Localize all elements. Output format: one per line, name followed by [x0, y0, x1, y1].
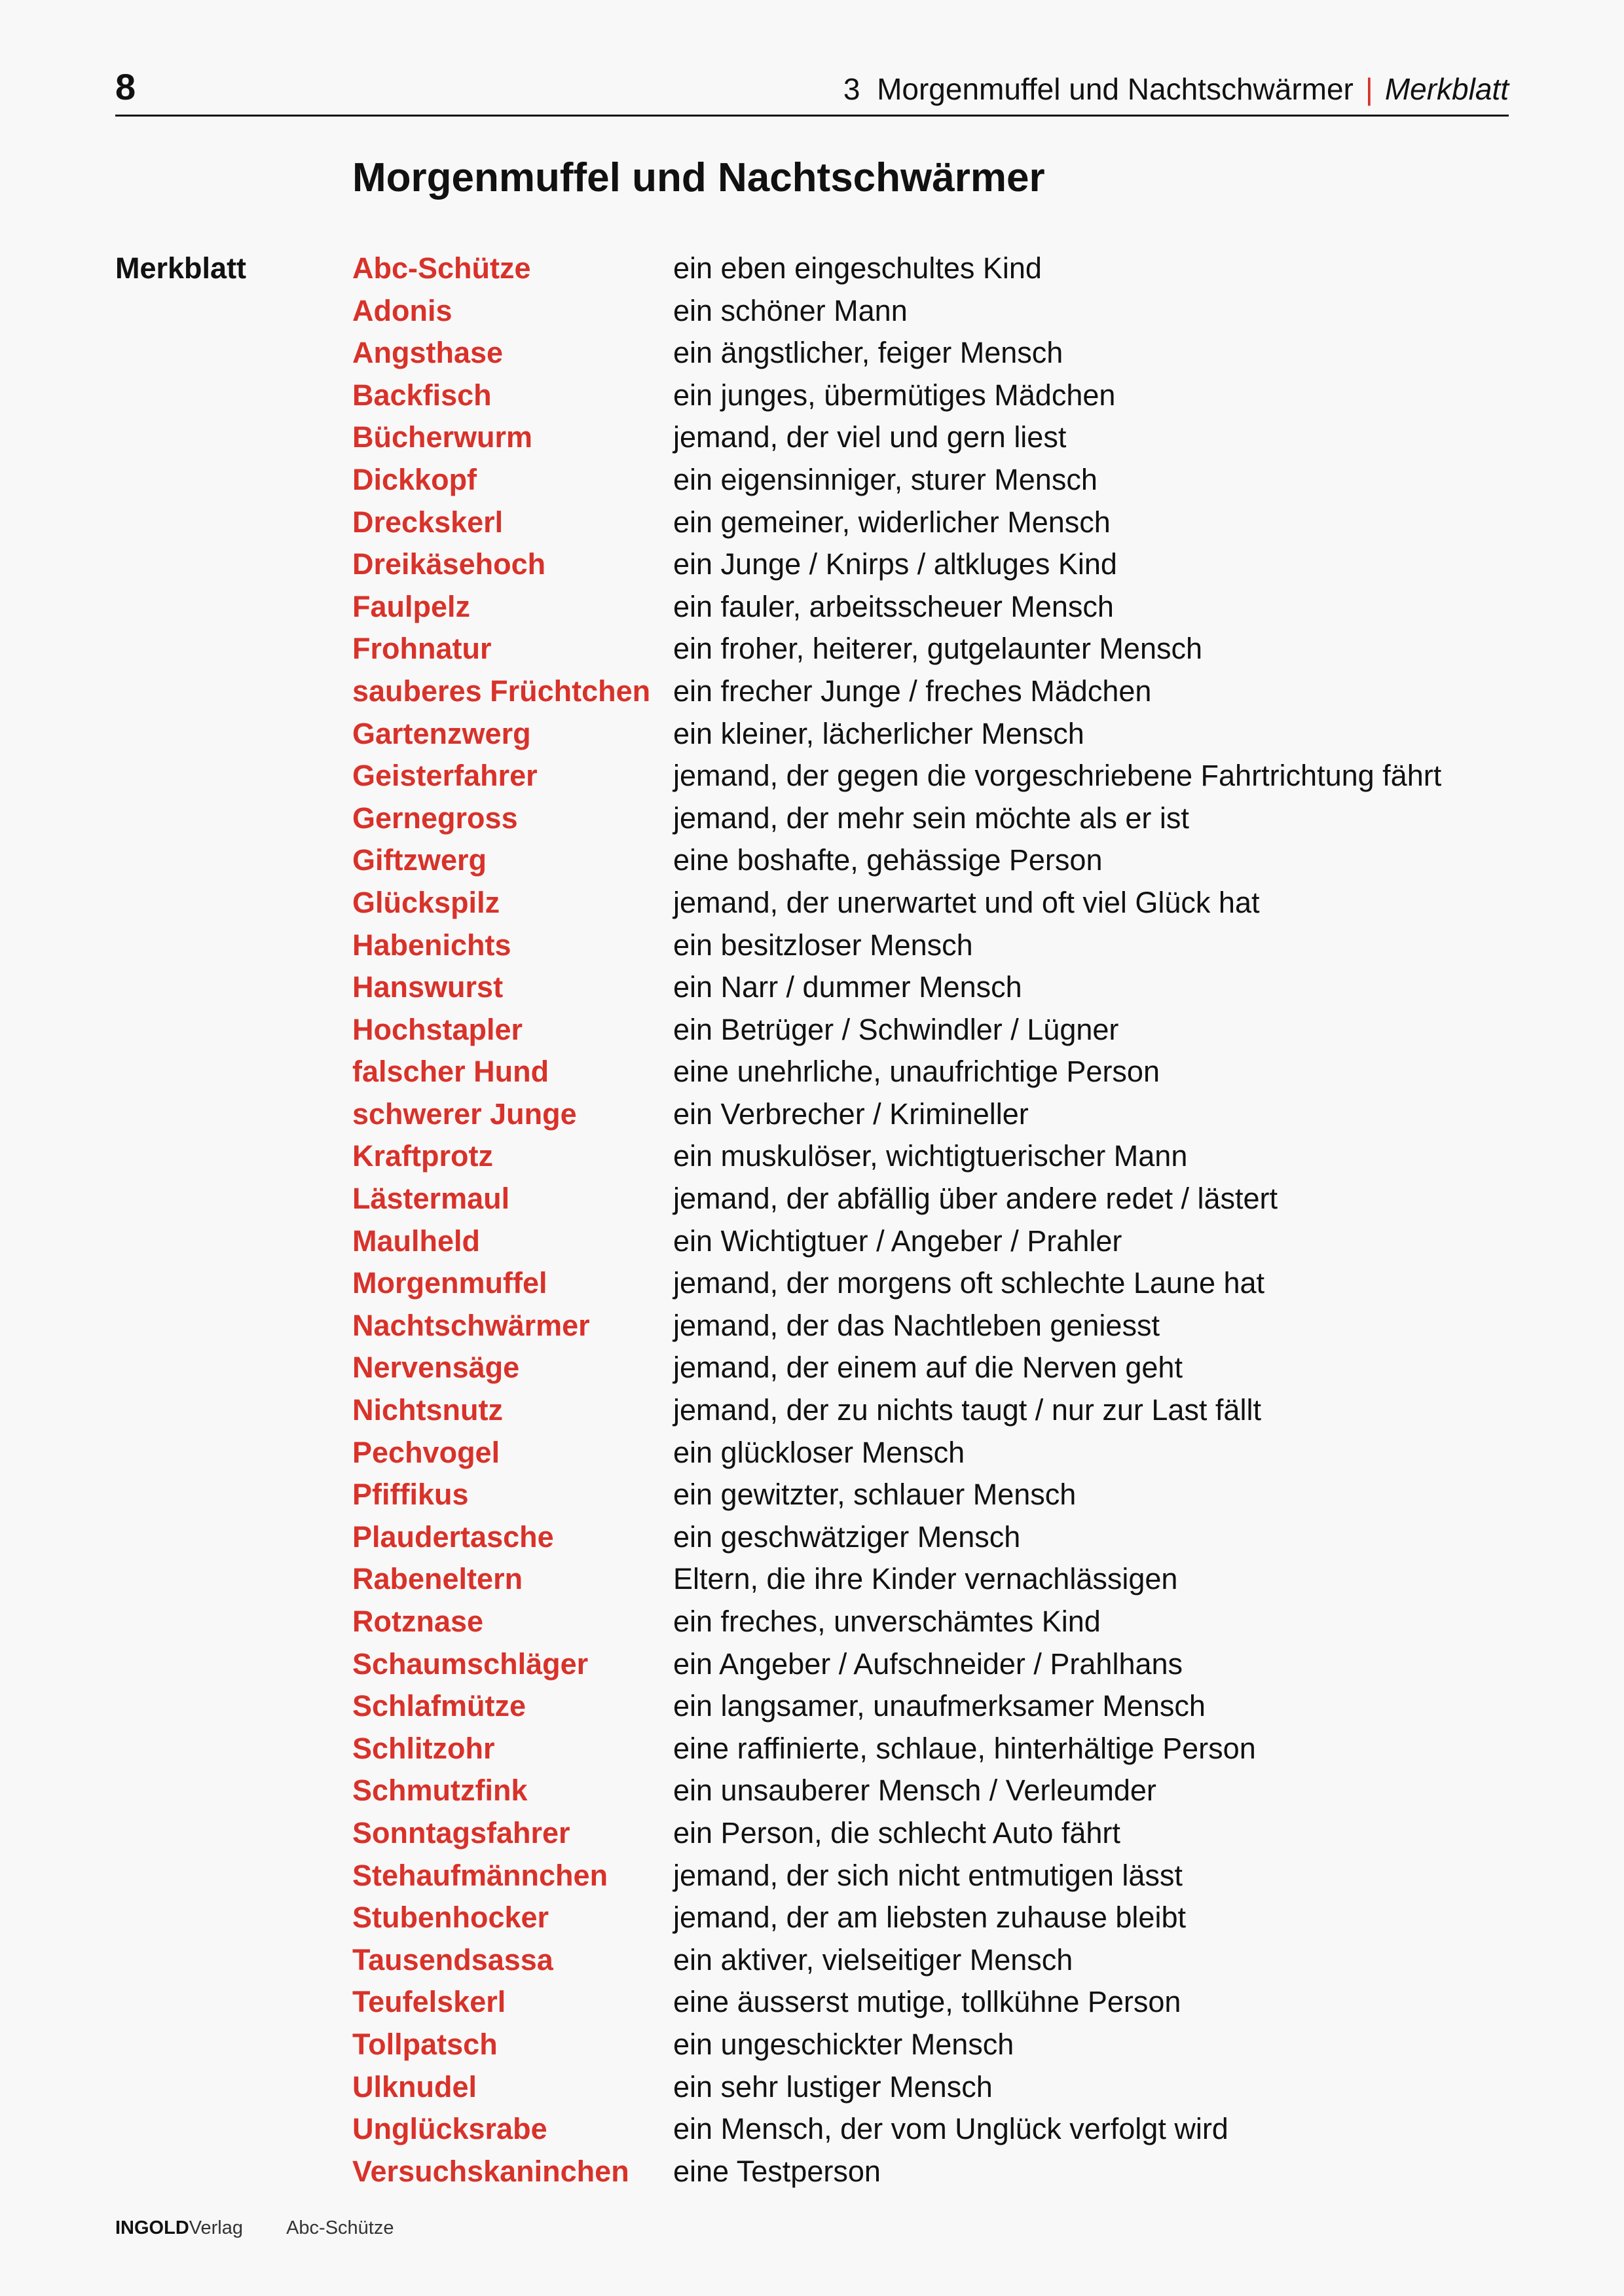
glossary-entry	[352, 2108, 1441, 2151]
glossary-entry	[352, 1093, 1441, 1136]
glossary-entry	[352, 290, 1441, 333]
entry-term: Sonntagsfahrer	[352, 1815, 570, 1850]
entry-definition: ein Angeber / Aufschneider / Prahlhans	[673, 1647, 1183, 1681]
entry-definition: eine Testperson	[673, 2154, 881, 2188]
publisher-logo	[115, 2217, 243, 2238]
glossary-entry	[352, 1009, 1441, 1051]
glossary-entry	[352, 1728, 1441, 1770]
entry-term: Rotznase	[352, 1605, 484, 1638]
entry-definition: ein frecher Junge / freches Mädchen	[673, 674, 1152, 708]
entry-term: Nervensäge	[352, 1351, 520, 1385]
entry-term: Backfisch	[352, 378, 492, 412]
entry-term: Dreckskerl	[352, 505, 504, 539]
entry-term: Pfiffikus	[352, 1478, 469, 1512]
entry-definition: eine raffinierte, schlaue, hinterhältige Person	[673, 1731, 1256, 1765]
entry-definition: ein Mensch, der vom Unglück verfolgt wird	[673, 2112, 1228, 2146]
glossary-entry	[352, 2151, 1441, 2193]
entry-term: Stubenhocker	[352, 1901, 549, 1935]
entry-definition: ein muskulöser, wichtigtuerischer Mann	[673, 1139, 1188, 1173]
entry-term: Geisterfahrer	[352, 759, 538, 793]
entry-definition: ein geschwätziger Mensch	[673, 1520, 1021, 1554]
entry-term: Abc-Schütze	[352, 251, 531, 285]
glossary-entry	[352, 1347, 1441, 1389]
entry-definition: jemand, der zu nichts taugt / nur zur Last fällt	[673, 1393, 1261, 1427]
entry-term: Schmutzfink	[352, 1774, 528, 1808]
entry-term: Dickkopf	[352, 462, 477, 496]
glossary-entry	[352, 1981, 1441, 2024]
entry-definition: ein aktiver, vielseitiger Mensch	[673, 1942, 1073, 1977]
entry-term: Maulheld	[352, 1224, 481, 1258]
entry-term: Ulknudel	[352, 2069, 477, 2104]
glossary-entry	[352, 332, 1441, 374]
entry-definition: eine äusserst mutige, tollkühne Person	[673, 1985, 1181, 2019]
entry-definition: jemand, der einem auf die Nerven geht	[673, 1351, 1183, 1385]
entry-definition: ein Betrüger / Schwindler / Lügner	[673, 1012, 1119, 1046]
glossary-entry	[352, 670, 1441, 713]
glossary-entry	[352, 2024, 1441, 2066]
entry-definition: eine boshafte, gehässige Person	[673, 843, 1103, 877]
entry-definition: ein Wichtigtuer / Angeber / Prahler	[673, 1224, 1122, 1258]
glossary-entry	[352, 1939, 1441, 1982]
publisher-name-bold: INGOLD	[115, 2217, 189, 2238]
entry-term: Schlitzohr	[352, 1731, 495, 1765]
entry-definition: ein eben eingeschultes Kind	[673, 251, 1042, 285]
glossary-entry	[352, 459, 1441, 501]
entry-definition: ein junges, übermütiges Mädchen	[673, 378, 1116, 412]
chapter-title: Morgenmuffel und Nachtschwärmer	[877, 72, 1354, 106]
entry-definition: ein freches, unverschämtes Kind	[673, 1605, 1101, 1638]
entry-term: Lästermaul	[352, 1182, 510, 1216]
entry-definition: jemand, der viel und gern liest	[673, 420, 1067, 454]
entry-definition: ein glückloser Mensch	[673, 1435, 965, 1469]
entry-definition: jemand, der gegen die vorgeschriebene Fahrtrichtung fährt	[673, 759, 1442, 793]
glossary-entry	[352, 1897, 1441, 1939]
entry-term: Glückspilz	[352, 885, 500, 919]
entry-term: Tollpatsch	[352, 2027, 498, 2061]
entry-definition: ein eigensinniger, sturer Mensch	[673, 462, 1098, 496]
entry-term: sauberes Früchtchen	[352, 674, 651, 708]
entry-term: Hanswurst	[352, 970, 504, 1004]
side-label: Merkblatt	[115, 251, 247, 285]
entry-term: Teufelskerl	[352, 1985, 506, 2019]
entry-definition: ein gewitzter, schlauer Mensch	[673, 1478, 1077, 1512]
glossary-entry	[352, 1305, 1441, 1347]
entry-definition: ein sehr lustiger Mensch	[673, 2069, 993, 2104]
glossary-entry	[352, 247, 1441, 290]
entry-definition: jemand, der mehr sein möchte als er ist	[673, 801, 1189, 835]
entry-term: falscher Hund	[352, 1055, 549, 1089]
page-number: 8	[115, 66, 136, 107]
entry-term: Stehaufmännchen	[352, 1858, 608, 1892]
glossary-entry	[352, 543, 1441, 586]
entry-definition: ein unsauberer Mensch / Verleumder	[673, 1774, 1156, 1808]
entry-definition: eine unehrliche, unaufrichtige Person	[673, 1055, 1160, 1089]
entry-definition: jemand, der morgens oft schlechte Laune hat	[673, 1266, 1265, 1300]
glossary-entry	[352, 1601, 1441, 1643]
glossary-entry	[352, 586, 1441, 629]
glossary-entry	[352, 1812, 1441, 1855]
entry-definition: jemand, der sich nicht entmutigen lässt	[673, 1858, 1183, 1892]
glossary-entry	[352, 1685, 1441, 1728]
glossary-entry	[352, 1178, 1441, 1220]
glossary-entry	[352, 1516, 1441, 1559]
entry-term: Dreikäsehoch	[352, 547, 546, 581]
glossary-entry	[352, 1220, 1441, 1263]
entry-term: Tausendsassa	[352, 1942, 553, 1977]
entry-term: schwerer Junge	[352, 1097, 577, 1131]
entry-definition: Eltern, die ihre Kinder vernachlässigen	[673, 1562, 1178, 1596]
entry-definition: ein Person, die schlecht Auto fährt	[673, 1815, 1120, 1850]
glossary-entry	[352, 374, 1441, 417]
glossary-list	[352, 247, 1441, 2193]
entry-definition: ein Junge / Knirps / altkluges Kind	[673, 547, 1117, 581]
entry-definition: ein besitzloser Mensch	[673, 928, 973, 962]
glossary-entry	[352, 1262, 1441, 1305]
glossary-entry	[352, 1855, 1441, 1897]
glossary-entry	[352, 628, 1441, 670]
entry-term: Unglücksrabe	[352, 2112, 547, 2146]
glossary-entry	[352, 1135, 1441, 1178]
entry-term: Nichtsnutz	[352, 1393, 503, 1427]
entry-definition: ein ungeschickter Mensch	[673, 2027, 1014, 2061]
entry-term: Schlafmütze	[352, 1689, 526, 1723]
entry-definition: ein schöner Mann	[673, 293, 908, 327]
glossary-entry	[352, 2066, 1441, 2109]
entry-definition: ein fauler, arbeitsscheuer Mensch	[673, 589, 1114, 623]
entry-term: Rabeneltern	[352, 1562, 523, 1596]
footer	[115, 2215, 394, 2241]
page-title: Morgenmuffel und Nachtschwärmer	[352, 155, 1045, 200]
entry-term: Nachtschwärmer	[352, 1308, 590, 1342]
glossary-entry	[352, 882, 1441, 924]
glossary-entry	[352, 966, 1441, 1009]
glossary-entry	[352, 501, 1441, 544]
entry-term: Giftzwerg	[352, 843, 487, 877]
publisher-name-light: Verlag	[189, 2217, 244, 2238]
entry-definition: ein kleiner, lächerlicher Mensch	[673, 716, 1084, 750]
entry-definition: ein ängstlicher, feiger Mensch	[673, 336, 1063, 370]
glossary-entry	[352, 1389, 1441, 1432]
header-separator: |	[1365, 72, 1373, 106]
glossary-entry	[352, 1051, 1441, 1093]
entry-term: Frohnatur	[352, 632, 492, 666]
entry-term: Kraftprotz	[352, 1139, 493, 1173]
glossary-entry	[352, 797, 1441, 840]
entry-definition: jemand, der am liebsten zuhause bleibt	[673, 1901, 1186, 1935]
glossary-entry	[352, 839, 1441, 882]
entry-term: Schaumschläger	[352, 1647, 589, 1681]
glossary-entry	[352, 1474, 1441, 1516]
entry-definition: ein froher, heiterer, gutgelaunter Mensch	[673, 632, 1203, 666]
entry-term: Hochstapler	[352, 1012, 523, 1046]
glossary-entry	[352, 416, 1441, 459]
entry-term: Adonis	[352, 293, 452, 327]
section-name: Merkblatt	[1384, 72, 1509, 106]
entry-term: Bücherwurm	[352, 420, 533, 454]
entry-definition: ein Verbrecher / Krimineller	[673, 1097, 1029, 1131]
footer-reference: Abc-Schütze	[286, 2217, 394, 2238]
entry-definition: jemand, der das Nachtleben geniesst	[673, 1308, 1160, 1342]
entry-term: Angsthase	[352, 336, 504, 370]
entry-term: Gartenzwerg	[352, 716, 531, 750]
glossary-entry	[352, 755, 1441, 797]
glossary-entry	[352, 924, 1441, 967]
header-rule	[115, 115, 1509, 117]
glossary-entry	[352, 1770, 1441, 1812]
entry-definition: jemand, der abfällig über andere redet / lästert	[673, 1182, 1278, 1216]
entry-definition: ein langsamer, unaufmerksamer Mensch	[673, 1689, 1206, 1723]
running-header	[843, 68, 1509, 110]
glossary-entry	[352, 1558, 1441, 1601]
entry-definition: ein Narr / dummer Mensch	[673, 970, 1022, 1004]
entry-term: Morgenmuffel	[352, 1266, 547, 1300]
entry-definition: jemand, der unerwartet und oft viel Glück hat	[673, 885, 1260, 919]
glossary-entry	[352, 1643, 1441, 1686]
entry-term: Plaudertasche	[352, 1520, 554, 1554]
entry-term: Pechvogel	[352, 1435, 500, 1469]
entry-term: Faulpelz	[352, 589, 471, 623]
entry-term: Versuchskaninchen	[352, 2154, 629, 2188]
entry-term: Habenichts	[352, 928, 511, 962]
entry-definition: ein gemeiner, widerlicher Mensch	[673, 505, 1111, 539]
entry-term: Gernegross	[352, 801, 518, 835]
glossary-entry	[352, 1432, 1441, 1474]
chapter-number: 3	[843, 72, 860, 106]
glossary-entry	[352, 713, 1441, 756]
